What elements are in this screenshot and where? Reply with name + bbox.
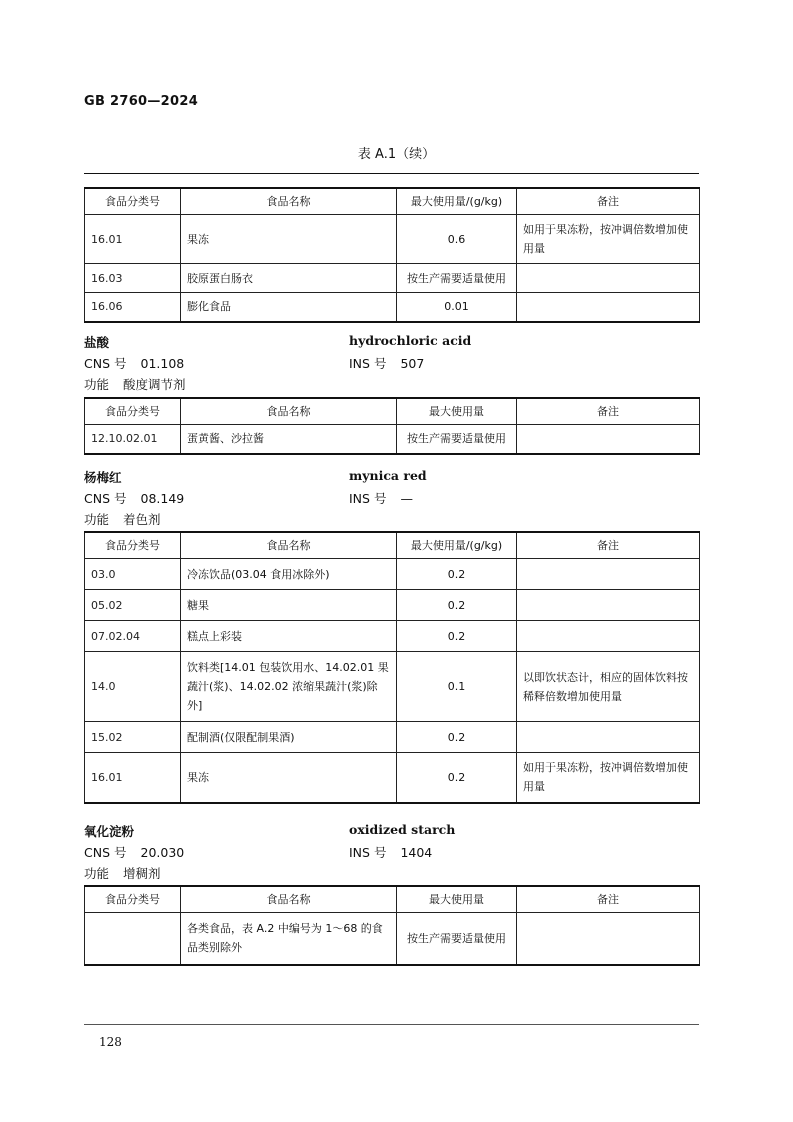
cell-amount: 0.2 [397,722,517,753]
cell-amount: 0.2 [397,590,517,621]
table-row [85,293,700,322]
function-line [84,510,161,528]
table-row [85,559,700,590]
additive-table [84,531,700,804]
table-header-row [85,532,700,559]
cell-name: 蛋黄酱、沙拉酱 [181,425,397,454]
cell-amount: 0.2 [397,753,517,803]
cns-line [84,489,184,507]
function-value: 酸度调节剂 [123,377,186,392]
additive-name-cn: 氧化淀粉 [84,824,135,839]
cell-remark [517,264,700,293]
table-row [85,590,700,621]
cell-name: 果冻 [181,215,397,264]
cns-label: CNS 号 [84,356,127,371]
cell-remark [517,621,700,652]
table-row [85,215,700,264]
table-header-row [85,886,700,913]
table-header-row [85,188,700,215]
header-remark: 备注 [517,398,700,425]
function-line [84,864,161,882]
header-food-name: 食品名称 [181,188,397,215]
cell-code: 16.06 [85,293,181,322]
table-caption: 表 A.1（续） [357,147,436,162]
cell-name: 饮料类[14.01 包装饮用水、14.02.01 果蔬汁(浆)、14.02.02 浓缩果蔬汁(浆)除外] [181,652,397,722]
table-row [85,652,700,722]
table-row [85,913,700,965]
function-label: 功能 [84,866,110,881]
cell-code: 05.02 [85,590,181,621]
ins-label: INS 号 [349,845,387,860]
cell-code: 16.01 [85,215,181,264]
cell-remark: 以即饮状态计，相应的固体饮料按稀释倍数增加使用量 [517,652,700,722]
cell-remark: 如用于果冻粉，按冲调倍数增加使用量 [517,215,700,264]
header-remark: 备注 [517,188,700,215]
header-remark: 备注 [517,532,700,559]
additive-name-en: hydrochloric acid [349,333,472,348]
header-max-usage: 最大使用量 [397,886,517,913]
header-max-usage: 最大使用量 [397,398,517,425]
cell-amount: 0.01 [397,293,517,322]
cell-code: 03.0 [85,559,181,590]
header-food-name: 食品名称 [181,532,397,559]
header-category-code: 食品分类号 [85,532,181,559]
header-max-usage: 最大使用量/(g/kg) [397,188,517,215]
function-label: 功能 [84,377,110,392]
cell-amount: 0.6 [397,215,517,264]
cell-code: 16.03 [85,264,181,293]
cell-remark [517,913,700,965]
ins-value: — [400,491,413,506]
cns-value: 08.149 [140,491,185,506]
continued-table [84,187,700,323]
cell-name: 配制酒(仅限配制果酒) [181,722,397,753]
cell-name: 糖果 [181,590,397,621]
table-row [85,621,700,652]
cell-remark [517,590,700,621]
ins-line [349,843,432,861]
footer-rule [84,1024,699,1025]
cns-line [84,354,184,372]
cell-amount: 按生产需要适量使用 [397,264,517,293]
additive-table [84,397,700,455]
cns-value: 01.108 [140,356,185,371]
function-value: 增稠剂 [123,866,161,881]
ins-value: 1404 [400,845,433,860]
header-max-usage: 最大使用量/(g/kg) [397,532,517,559]
additive-table [84,885,700,966]
cell-code: 16.01 [85,753,181,803]
table-row [85,425,700,454]
cell-remark: 如用于果冻粉，按冲调倍数增加使用量 [517,753,700,803]
header-category-code: 食品分类号 [85,188,181,215]
table-row [85,722,700,753]
ins-label: INS 号 [349,356,387,371]
additive-name-cn: 盐酸 [84,335,110,350]
cell-name: 各类食品，表 A.2 中编号为 1～68 的食品类别除外 [181,913,397,965]
cell-remark [517,425,700,454]
cell-code: 14.0 [85,652,181,722]
function-label: 功能 [84,512,110,527]
additive-name-en: oxidized starch [349,822,456,837]
cell-code [85,913,181,965]
header-category-code: 食品分类号 [85,886,181,913]
additive-name-en: mynica red [349,468,427,483]
table-header-row [85,398,700,425]
cell-remark [517,722,700,753]
document-code: GB 2760—2024 [84,94,199,109]
cell-code: 12.10.02.01 [85,425,181,454]
function-line [84,375,186,393]
ins-line [349,354,424,372]
header-food-name: 食品名称 [181,398,397,425]
cell-name: 果冻 [181,753,397,803]
table-row [85,753,700,803]
header-food-name: 食品名称 [181,886,397,913]
cell-remark [517,293,700,322]
cell-code: 07.02.04 [85,621,181,652]
header-remark: 备注 [517,886,700,913]
cell-name: 膨化食品 [181,293,397,322]
ins-value: 507 [400,356,425,371]
additive-name-cn: 杨梅红 [84,470,122,485]
ins-label: INS 号 [349,491,387,506]
top-rule [84,173,699,174]
cell-code: 15.02 [85,722,181,753]
cns-value: 20.030 [140,845,185,860]
cell-name: 糕点上彩装 [181,621,397,652]
table-row [85,264,700,293]
cns-label: CNS 号 [84,845,127,860]
cell-amount: 0.1 [397,652,517,722]
page-number: 128 [99,1035,122,1049]
cell-remark [517,559,700,590]
cell-name: 胶原蛋白肠衣 [181,264,397,293]
cell-amount: 按生产需要适量使用 [397,913,517,965]
header-category-code: 食品分类号 [85,398,181,425]
cns-line [84,843,184,861]
cell-amount: 0.2 [397,621,517,652]
ins-line [349,489,413,507]
cell-name: 冷冻饮品(03.04 食用冰除外) [181,559,397,590]
cell-amount: 按生产需要适量使用 [397,425,517,454]
cns-label: CNS 号 [84,491,127,506]
function-value: 着色剂 [123,512,161,527]
cell-amount: 0.2 [397,559,517,590]
